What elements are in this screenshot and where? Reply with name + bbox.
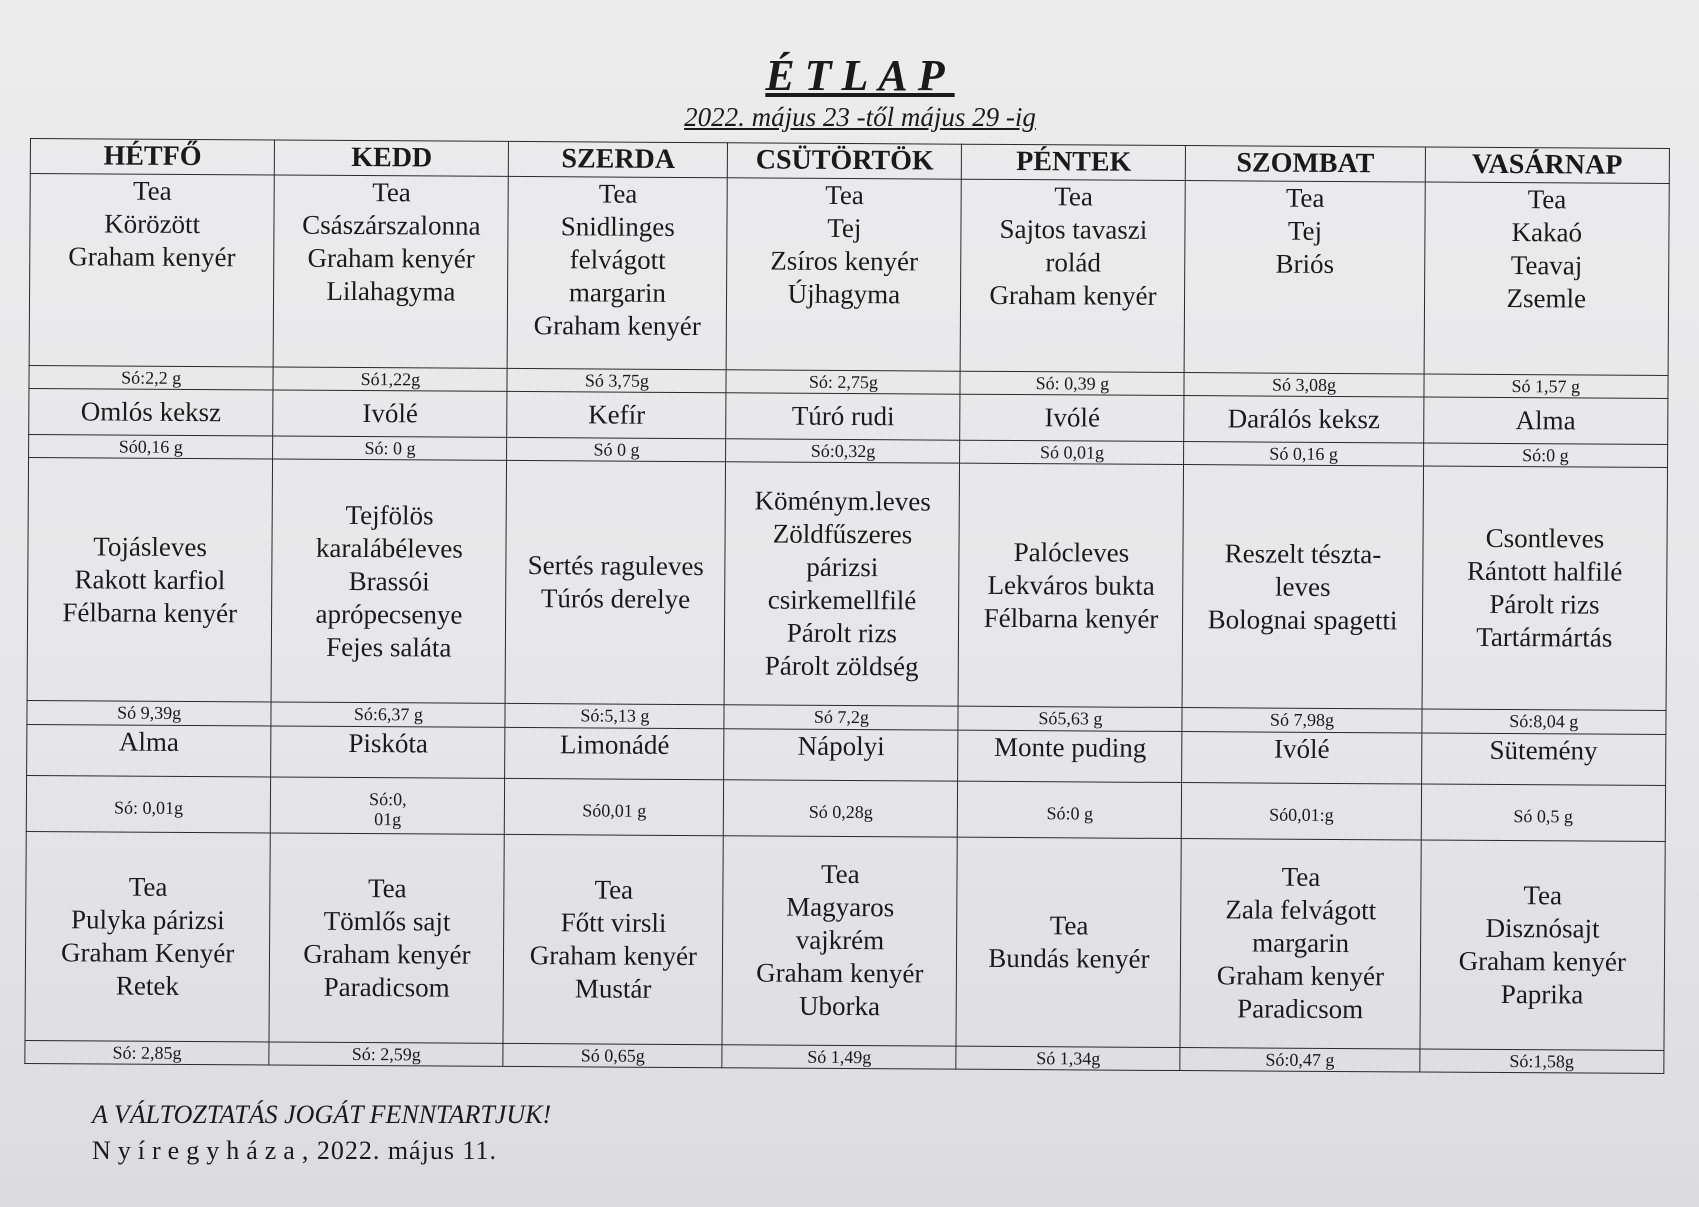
lunch-cell	[1422, 466, 1668, 710]
menu-line: Graham kenyér	[307, 242, 475, 274]
menu-line: Párolt zöldség	[764, 650, 919, 682]
dinner-cell	[269, 833, 504, 1043]
menu-line: Mustár	[574, 973, 652, 1004]
menu-line: Graham kenyér	[529, 940, 698, 972]
menu-line: Fejes saláta	[326, 631, 452, 663]
menu-line: Graham kenyér	[303, 938, 471, 970]
salt-value	[958, 782, 1182, 839]
salt-value: Só:6,37 g	[271, 702, 505, 727]
breakfast-cell	[508, 176, 728, 369]
menu-line: Só:0,	[369, 788, 407, 810]
day-header: VASÁRNAP	[1425, 147, 1670, 183]
day-header: CSÜTÖRTÖK	[728, 143, 962, 179]
menu-line: Sajtos tavaszi	[999, 213, 1148, 245]
menu-line: Só0,01 g	[582, 800, 647, 821]
dinner-cell	[722, 836, 957, 1046]
breakfast-cell	[961, 179, 1186, 372]
menu-line: Körözött	[104, 208, 201, 240]
lunch-cell	[27, 458, 273, 702]
dinner-cell	[956, 837, 1181, 1047]
lunch-cell	[1182, 465, 1423, 709]
menu-line: Újhagyma	[787, 278, 901, 310]
salt-value: Só1,22g	[273, 367, 507, 392]
lunch-cell	[506, 461, 726, 705]
menu-line: Brassói	[348, 565, 430, 597]
snack-cell: Darálós keksz	[1184, 396, 1423, 443]
snack-cell: Monte puding	[958, 730, 1182, 783]
snack-cell: Alma	[1423, 397, 1668, 444]
menu-line: Tejfölös	[345, 499, 434, 531]
menu-line: Kakaó	[1511, 217, 1583, 248]
menu-line: Félbarna kenyér	[62, 597, 238, 629]
menu-line: Graham kenyér	[68, 241, 236, 273]
menu-line: Tea	[1527, 184, 1567, 215]
menu-line: Rakott karfiol	[74, 564, 226, 596]
menu-line: Palócleves	[1013, 536, 1130, 568]
salt-value: Só5,63 g	[958, 706, 1182, 731]
salt-value: Só 3,08g	[1184, 373, 1423, 398]
menu-line: Paradicsom	[323, 971, 450, 1003]
salt-value: Só: 0,39 g	[960, 371, 1184, 396]
salt-value: Só 1,49g	[722, 1044, 956, 1069]
change-notice: A VÁLTOZTATÁS JOGÁT FENNTARTJUK!	[92, 1100, 552, 1129]
menu-line: karalábéleves	[315, 532, 463, 564]
menu-line: Só:0 g	[1046, 803, 1094, 824]
snack-cell: Sütemény	[1421, 733, 1666, 786]
menu-line: Só 0,28g	[808, 801, 873, 823]
menu-line: Félbarna kenyér	[983, 602, 1159, 634]
menu-line: Tea	[821, 859, 860, 890]
salt-value: Só 0 g	[507, 438, 726, 463]
date-range: 2022. május 23 -től május 29 -ig	[684, 102, 1036, 132]
menu-line: Tea	[594, 874, 634, 905]
breakfast-cell	[29, 174, 274, 368]
menu-line: Graham kenyér	[989, 279, 1157, 311]
menu-line: Tea	[128, 871, 168, 902]
menu-line: Só0,01:g	[1269, 804, 1334, 825]
place-date	[92, 1136, 497, 1166]
snack-cell: Piskóta	[271, 726, 505, 779]
day-header: SZOMBAT	[1186, 146, 1425, 182]
snack-cell: Ivólé	[1182, 731, 1422, 784]
snack-cell: Túró rudi	[726, 393, 960, 440]
menu-line: Tea	[1281, 862, 1321, 893]
dinner-cell	[1180, 839, 1420, 1049]
menu-line: Tartármártás	[1476, 622, 1613, 654]
salt-value: Só 9,39g	[27, 701, 271, 726]
menu-line: Lilahagyma	[326, 275, 456, 307]
salt-value: Só:5,13 g	[505, 704, 724, 729]
menu-line: Zöldfűszeres	[772, 518, 913, 550]
salt-value	[1182, 783, 1422, 840]
menu-line: csirkemellfilé	[767, 584, 917, 616]
menu-line: Graham kenyér	[1216, 960, 1385, 992]
menu-line: Paprika	[1500, 978, 1584, 1010]
menu-line: Disznósajt	[1485, 912, 1600, 944]
menu-line: Tea	[598, 178, 638, 209]
menu-line: Pulyka párizsi	[70, 904, 225, 936]
salt-value: Só: 2,59g	[269, 1042, 503, 1067]
menu-line: Tea	[367, 873, 407, 904]
breakfast-cell	[273, 175, 508, 368]
breakfast-cell	[1424, 182, 1670, 376]
menu-line: Sertés raguleves	[527, 550, 704, 582]
weekly-menu-table	[24, 138, 1670, 1074]
menu-line: Zsemle	[1506, 283, 1587, 314]
menu-line: Főtt virsli	[560, 907, 667, 938]
salt-value: Só: 2,85g	[25, 1040, 269, 1065]
snack-cell: Ivólé	[960, 395, 1184, 442]
menu-line: felvágott	[569, 244, 666, 275]
dinner-cell	[25, 832, 271, 1042]
menu-line: Tea	[1049, 910, 1089, 941]
dinner-cell	[1420, 840, 1666, 1050]
menu-line: aprópecsenye	[315, 598, 463, 630]
salt-value: Só:0,32g	[726, 439, 960, 464]
issue-date: , 2022. május 11.	[301, 1136, 497, 1165]
menu-line: Tej	[1287, 215, 1323, 246]
menu-line: Tojásleves	[93, 531, 208, 562]
menu-line: Uborka	[799, 991, 881, 1022]
salt-value	[271, 777, 505, 834]
menu-line: Csontleves	[1485, 523, 1605, 554]
breakfast-cell	[726, 178, 961, 371]
salt-value	[724, 780, 958, 837]
lunch-cell	[958, 464, 1183, 708]
menu-line: Párolt rizs	[1489, 589, 1600, 620]
day-header: PÉNTEK	[962, 144, 1186, 180]
menu-line: 01g	[374, 808, 402, 830]
dinner-row	[25, 832, 1665, 1050]
menu-line: Túrós derelye	[540, 583, 691, 615]
menu-line: Tea	[372, 177, 411, 208]
salt-value: Só 1,57 g	[1424, 374, 1669, 399]
menu-line: Tea	[1054, 181, 1093, 212]
snack-cell: Kefír	[507, 392, 726, 439]
menu-line: Rántott halfilé	[1466, 556, 1623, 588]
lunch-cell	[724, 462, 960, 706]
salt-value: Só 1,34g	[956, 1046, 1180, 1071]
salt-value: Só:1,58g	[1419, 1049, 1664, 1074]
breakfast-cell	[1184, 181, 1424, 374]
menu-line: párizsi	[806, 552, 879, 583]
lunch-row	[27, 458, 1667, 711]
menu-line: Császárszalonna	[302, 209, 481, 241]
menu-line: Só: 0,01g	[113, 797, 184, 818]
menu-line: Tea	[1285, 182, 1325, 213]
menu-line: Tea	[1523, 880, 1563, 911]
menu-line: margarin	[1252, 927, 1350, 959]
menu-line: Tej	[827, 212, 862, 244]
menu-line: Köménym.leves	[754, 485, 931, 517]
salt-value: Só 0,65g	[503, 1043, 722, 1068]
snack-cell: Omlós keksz	[29, 389, 274, 436]
salt-value: Só 7,98g	[1182, 708, 1421, 733]
menu-line: Só 0,5 g	[1513, 805, 1574, 827]
menu-line: Graham kenyér	[533, 310, 701, 342]
day-header: SZERDA	[509, 141, 728, 177]
salt-value	[26, 776, 271, 833]
place-name: Nyíregyháza	[92, 1136, 302, 1165]
menu-line: Bolognai spagetti	[1207, 604, 1398, 636]
salt-value: Só 0,01g	[960, 440, 1184, 465]
menu-line: Graham kenyér	[756, 957, 924, 989]
menu-line: vajkrém	[795, 925, 885, 956]
salt-value: Só:2,2 g	[29, 366, 273, 391]
salt-value: Só0,16 g	[29, 435, 273, 460]
menu-line: Snidlinges	[560, 211, 675, 242]
menu-line: Reszelt tészta-	[1224, 538, 1382, 570]
salt-value: Só:0,47 g	[1180, 1047, 1419, 1072]
salt-value	[505, 779, 724, 836]
snack-cell: Limonádé	[505, 727, 724, 780]
menu-line: Retek	[115, 970, 180, 1001]
menu-line: Paradicsom	[1237, 993, 1364, 1025]
menu-line: Tea	[132, 175, 172, 206]
menu-line: Párolt rizs	[786, 617, 898, 649]
snack-cell: Alma	[27, 724, 272, 777]
dinner-cell	[503, 835, 723, 1045]
menu-line: Bundás kenyér	[988, 942, 1150, 974]
salt-value: Só 0,16 g	[1184, 442, 1423, 467]
menu-line: Zala felvágott	[1225, 894, 1377, 926]
menu-line: Graham kenyér	[1458, 945, 1626, 977]
menu-line: Teavaj	[1510, 250, 1583, 281]
salt-value: Só: 2,75g	[726, 370, 960, 395]
salt-value: Só 3,75g	[507, 368, 726, 393]
menu-line: leves	[1274, 571, 1331, 602]
salt-value: Só:0 g	[1423, 443, 1668, 468]
salt-value: Só:8,04 g	[1422, 709, 1667, 734]
snack2-salt-row	[26, 776, 1665, 842]
menu-line: Magyaros	[786, 892, 895, 923]
menu-line: Zsíros kenyér	[770, 245, 919, 277]
page-title: ÉTLAP	[765, 51, 955, 100]
menu-line: Tömlős sajt	[323, 905, 451, 937]
menu-line: margarin	[568, 277, 667, 308]
salt-value: Só 7,2g	[724, 705, 958, 730]
snack-cell: Nápolyi	[724, 728, 958, 781]
menu-line: rolád	[1045, 247, 1102, 278]
salt-value: Só: 0 g	[273, 436, 507, 461]
menu-line: Briós	[1275, 248, 1335, 279]
menu-line: Tea	[825, 179, 864, 211]
breakfast-row	[29, 174, 1669, 376]
day-header: HÉTFŐ	[30, 139, 275, 175]
day-header: KEDD	[275, 140, 509, 176]
salt-value	[1421, 784, 1666, 841]
menu-line: Lekváros bukta	[987, 569, 1155, 601]
lunch-cell	[271, 459, 507, 703]
snack-cell: Ivólé	[273, 390, 507, 437]
menu-line: Graham Kenyér	[60, 937, 235, 969]
